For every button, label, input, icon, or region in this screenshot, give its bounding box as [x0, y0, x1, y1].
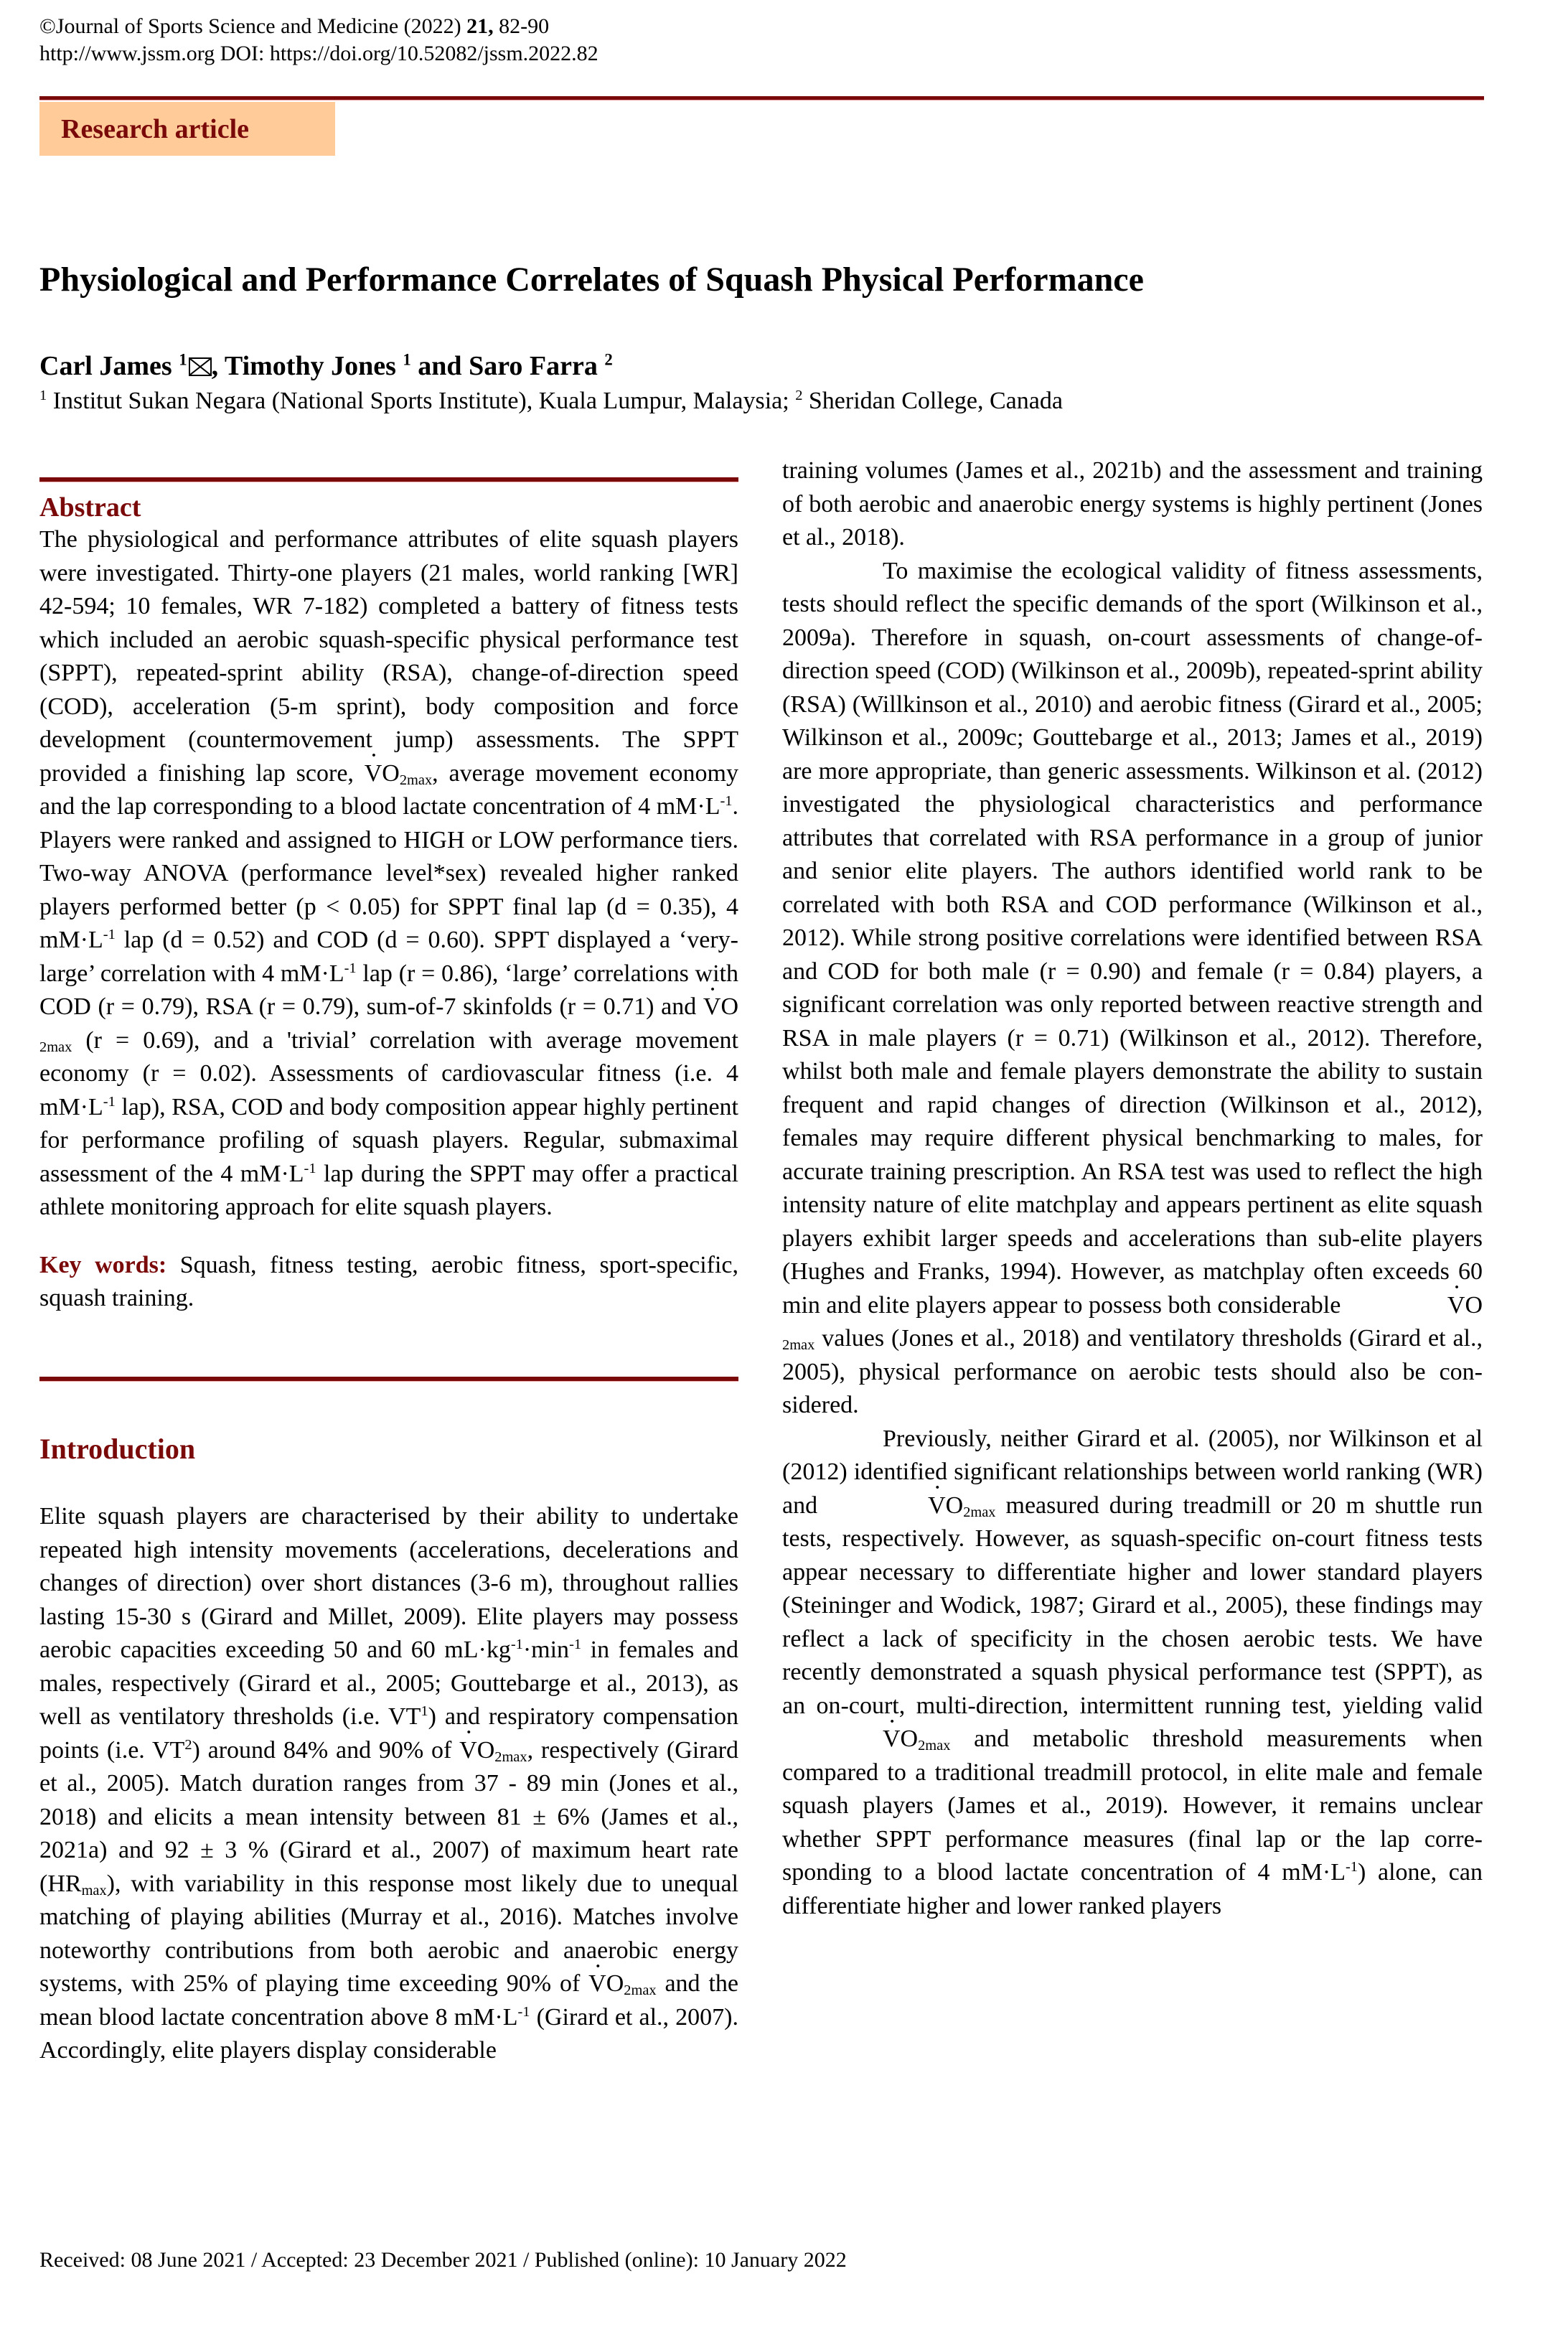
abstract-heading: Abstract	[39, 492, 141, 523]
author-affiliation-ref: 2	[604, 350, 613, 369]
article-type-badge	[39, 102, 335, 156]
introduction-left-text	[39, 1500, 738, 2068]
article-title: Physiological and Performance Correlates of Squash Physical Performance	[39, 261, 1144, 299]
keywords	[39, 1249, 738, 1316]
author-list: Carl James $^1$ , Timothy Jones $^1$ and Saro Farra $^2$	[39, 350, 613, 381]
volume-number: 21,	[466, 14, 494, 38]
affiliation-2: Sheridan College, Canada	[802, 388, 1063, 414]
article-type-label: Research article	[61, 114, 250, 144]
affiliations: $^1$ Institut Sukan Negara (National Sports Institute), Kuala Lumpur, Malaysia; $^2$ Sheridan College, Canada	[39, 387, 1063, 414]
introduction-heading: Introduction	[39, 1433, 196, 1465]
keywords-text: Squash, fitness testing, aerobic fitness, sport-specific, squash training.	[39, 1251, 738, 1311]
author-name: Carl James	[39, 351, 172, 381]
abstract-top-divider	[39, 477, 738, 482]
author-affiliation-ref: 1	[403, 350, 411, 369]
intro-paragraph: Previously, neither Girard et al. (2005), nor Wilkinson et al (2012) identified significant relationships between world ranking (WR) and · $VO_{2max}$ measured during treadmill or 20 m shuttle run tests, respectively. However, as squash-specific on-court fitness tests appear necessary to differentiate higher and lower standard players (Steininger and Wodick, 1987; Girard et al., 2005), these findings may reflect a lack of specificity in the chosen aerobic tests. We have recently demonstrated a squash physical performance test (SPPT), as an on-court, multi-direction, intermittent running test, yielding valid · $VO_{2max}$ and metabolic threshold measurements when compared to a traditional treadmill protocol, in elite male and female squash players (James et al., 2019). However, it remains unclear whether SPPT performance measures (final lap or the lap corresponding to a blood lactate concentration of 4 $mM\cdot L^{-1}$) alone, can differentiate higher and lower ranked players	[782, 1423, 1483, 1924]
abstract-section	[39, 492, 738, 1316]
author-affiliation-ref: 1	[179, 350, 187, 369]
keywords-label: Key words:	[39, 1251, 167, 1278]
author-name: Timothy Jones	[224, 351, 396, 381]
introduction-right-text	[782, 454, 1483, 1923]
journal-citation: ©Journal of Sports Science and Medicine (2022) 21, 82-90	[39, 14, 550, 38]
publication-dates: Received: 08 June 2021 / Accepted: 23 December 2021 / Published (online): 10 January 2022	[39, 2248, 847, 2272]
abstract-text: The physiological and performance attributes of elite squash players were investigated. Thirty-one players (21 males, world ranking [WR] 42-594; 10 females, WR 7-182) completed a battery of fitness tests which included an aerobic squash-specific physical performance test (SPPT), repeated-sprint ability (RSA), change-of-direction speed (COD), acceleration (5-m sprint), body composition and force development (countermovement jump) assessments. The SPPT provided a finishing lap score, · $VO_{2max}$, average movement economy and the lap corresponding to a blood lactate concentration of 4 $mM\cdot L^{-1}$. Players were ranked and assigned to HIGH or LOW performance tiers. Two-way ANOVA (performance level*sex) revealed higher ranked players performed better (p < 0.05) for SPPT final lap (d = 0.35), 4 $mM\cdot L^{-1}$ lap (d = 0.52) and COD (d = 0.60). SPPT displayed a ‘very-large’ correlation with 4 $mM\cdot L^{-1}$ lap (r = 0.86), ‘large’ correlations with COD (r = 0.79), RSA (r = 0.79), sum-of-7 skinfolds (r = 0.71) and · $VO_{2max}$ (r = 0.69), and a 'trivial’ correlation with average movement economy (r = 0.02). Assessments of cardiovascular fitness (i.e. 4 $mM\cdot L^{-1}$ lap), RSA, COD and body composition appear highly pertinent for performance profiling of squash players. Regular, submaximal assessment of the 4 $mM\cdot L^{-1}$ lap during the SPPT may offer a practical athlete monitoring approach for elite squash players.	[39, 523, 738, 1225]
intro-paragraph: training volumes (James et al., 2021b) and the assessment and training of both aerobic and anaerobic energy systems is highly pertinent (Jones et al., 2018).	[782, 457, 1483, 551]
affiliation-1: Institut Sukan Negara (National Sports Institute), Kuala Lumpur, Malaysia;	[47, 388, 796, 414]
header-divider	[39, 96, 1484, 100]
author-name: Saro Farra	[469, 351, 598, 381]
intro-paragraph: To maximise the ecological validity of fitness assessments, tests should reflect the specific demands of the sport (Wilkinson et al., 2009a). Therefore in squash, on-court assessments of change-of-direction speed (COD) (Wilkinson et al., 2009b), repeated-sprint ability (RSA) (Willkinson et al., 2010) and aerobic fitness (Girard et al., 2005; Wilkinson et al., 2009c; Gouttebarge et al., 2013; James et al., 2019) are more appropriate, than generic assessments. Wilkinson et al. (2012) investigated the physiological characteristics and performance attributes that correlated with RSA performance in a group of junior and senior elite players. The authors identified world rank to be correlated with both RSA and COD performance (Wilkinson et al., 2012). While strong positive correlations were identified between RSA and COD for both male (r = 0.90) and female (r = 0.84) players, a significant correlation was only reported between reactive strength and RSA in male players (r = 0.71) (Wilkinson et al., 2012). Therefore, whilst both male and female players demonstrate the ability to sustain frequent and rapid changes of direction (Wilkinson et al., 2012), females may require different physical benchmarking to males, for accurate training prescription. An RSA test was used to reflect the high intensity nature of elite matchplay and appears pertinent as elite squash players exhibit larger speeds and accelerations than sub-elite players (Hughes and Franks, 1994). However, as matchplay often exceeds 60 min and elite players appear to possess both considerable · $VO_{2max}$ values (Jones et al., 2018) and ventilatory thresholds (Girard et al., 2005), physical performance on aerobic tests should also be considered.	[782, 555, 1483, 1423]
abstract-bottom-divider	[39, 1377, 738, 1382]
journal-url-doi[interactable]: http://www.jssm.org DOI: https://doi.org/10.52082/jssm.2022.82	[39, 42, 598, 65]
email-envelope-icon[interactable]	[189, 357, 212, 376]
journal-header	[39, 13, 598, 67]
intro-paragraph: Elite squash players are characterised by their ability to undertake repeated high intensity movements (accelerations, decelerations and changes of direction) over short distances (3-6 m), throughout rallies lasting 15-30 s (Girard and Millet, 2009). Elite players may possess aerobic capacities exceeding 50 and 60 $mL\cdot kg^{-1}\cdot\min^{-1}$ in females and males, respectively (Girard et al., 2005; Gouttebarge et al., 2013), as well as ventilatory thresholds (i.e. $VT^1$) and respiratory compensation points (i.e. $VT^2$) around 84% and 90% of · $VO_{2max}$, respectively (Girard et al., 2005). Match duration ranges from 37 - 89 min (Jones et al., 2018) and elicits a mean intensity between 81 ± 6% (James et al., 2021a) and 92 ± 3 % (Girard et al., 2007) of maximum heart rate $(HR_{max})$, with variability in this response most likely due to unequal matching of playing abilities (Murray et al., 2016). Matches involve noteworthy contributions from both aerobic and anaerobic energy systems, with 25% of playing time exceeding 90% of · $VO_{2max}$ and the mean blood lactate concentration above 8 $mM\cdot L^{-1}$ (Girard et al., 2007). Accordingly, elite players display considerable	[39, 1500, 738, 2068]
